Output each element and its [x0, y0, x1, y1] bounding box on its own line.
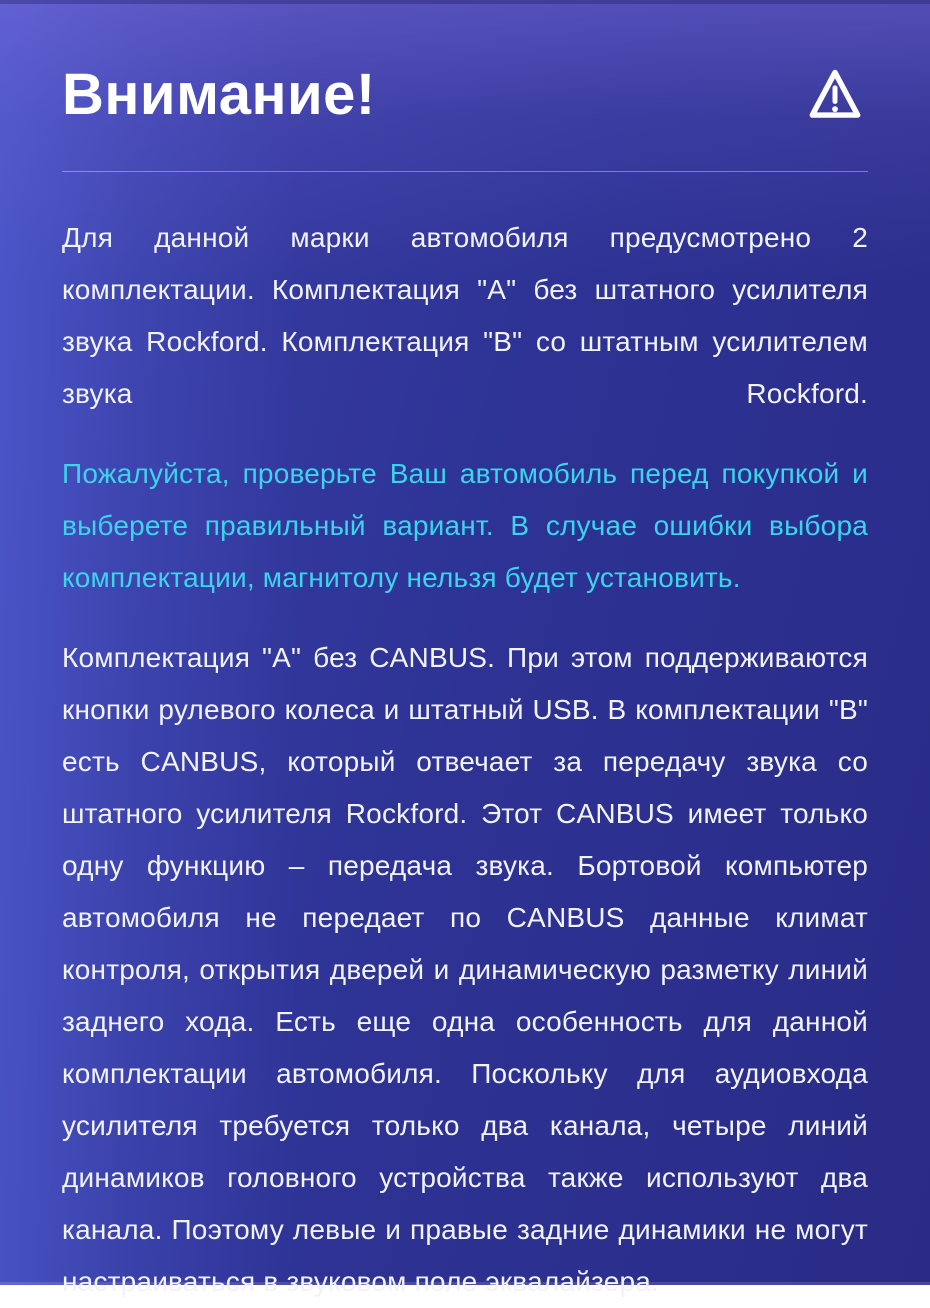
page-title: Внимание! — [62, 62, 376, 127]
page-content — [62, 212, 868, 1308]
divider — [62, 171, 868, 172]
paragraph-canbus-details: Комплектация "А" без CANBUS. При этом поддерживаются кнопки рулевого колеса и штатный USB. В комплектации "В" есть CANBUS, который отвечает за передачу звука со штатного усилителя Rockford. Этот CANBUS имеет только одну функцию – передача звука. Бортовой компьютер автомобиля не передает по CANBUS данные климат контроля, открытия дверей и динамическую разметку линий заднего хода. Есть еще одна особенность для данной комплектации автомобиля. Поскольку для аудиовхода усилителя требуется только два канала, четыре линий динамиков головного устройства также используют два канала. Поэтому левые и правые задние динамики не могут настраиваться в звуковом поле эквалайзера. — [62, 641, 868, 1297]
warning-triangle-icon — [806, 66, 864, 126]
page-header — [62, 62, 868, 129]
paragraph-configurations: Для данной марки автомобиля предусмотрено 2 комплектации. Комплектация "А" без штатного усилителя звука Rockford. Комплектация "В" со штатным усилителем звука Rockford. — [62, 221, 868, 409]
paragraph-warning-highlight: Пожалуйста, проверьте Ваш автомобиль перед покупкой и выберете правильный вариант. В случае ошибки выбора комплектации, магнитолу нельзя будет установить. — [62, 457, 868, 593]
